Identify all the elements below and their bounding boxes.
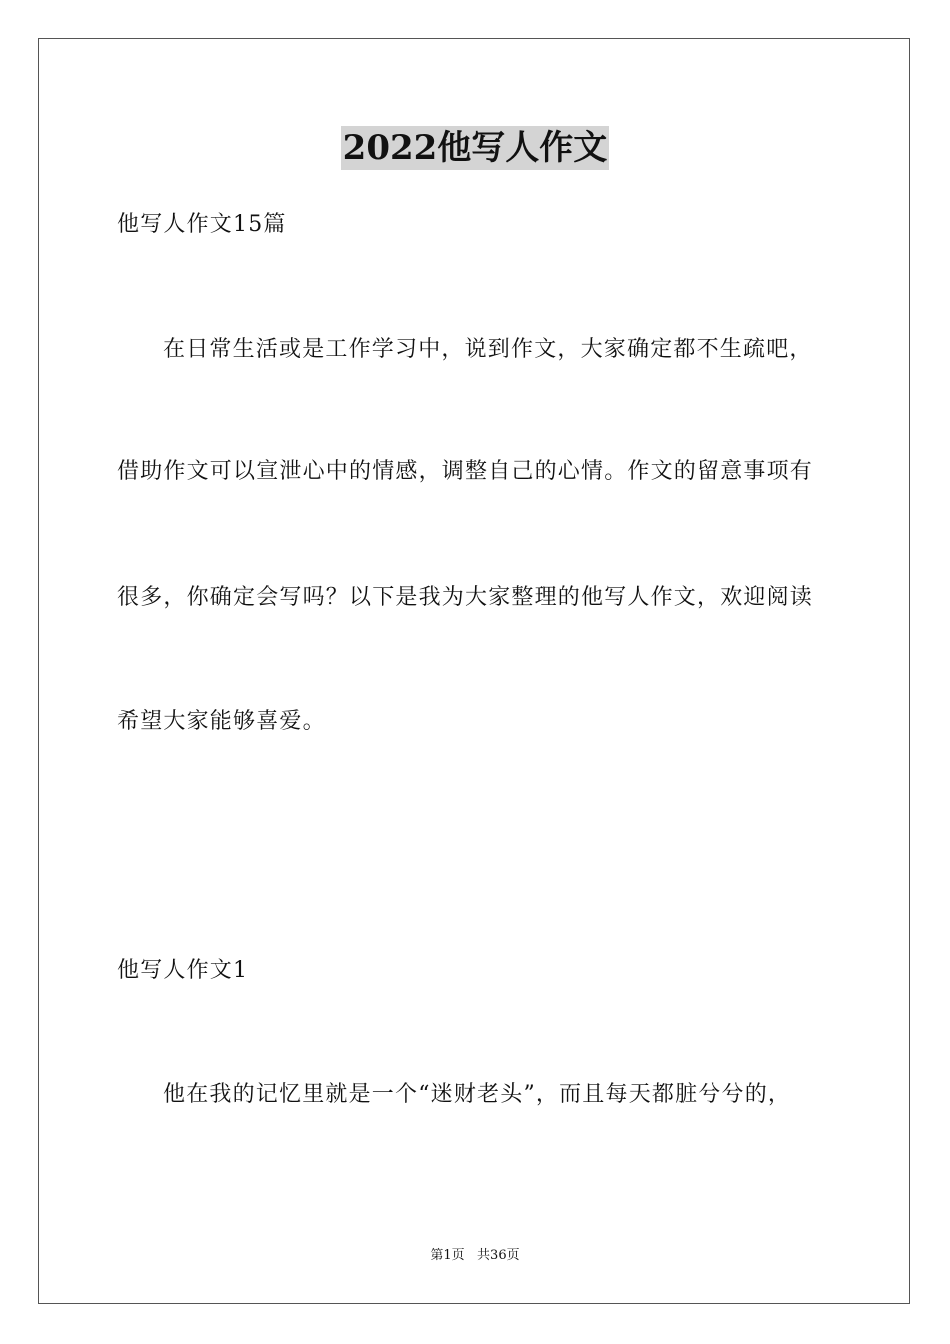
intro-line-1: 在日常生活或是工作学习中，说到作文，大家确定都不生疏吧， [163,337,813,362]
page-number-footer: 第1页 共36页 [430,1248,520,1263]
title-container [0,126,950,170]
section-first-line: 他在我的记忆里就是一个“迷财老头”，而且每天都脏兮兮的， [163,1082,792,1107]
intro-line-3: 很多，你确定会写吗？以下是我为大家整理的他写人作文，欢迎阅读 [117,585,814,610]
intro-line-4: 希望大家能够喜爱。 [117,709,326,734]
document-title: 2022他写人作文 [342,128,608,168]
section-heading: 他写人作文1 [117,958,249,983]
intro-line-2: 借助作文可以宣泄心中的情感，调整自己的心情。作文的留意事项有 [117,459,814,484]
document-subtitle: 他写人作文15篇 [117,212,287,237]
